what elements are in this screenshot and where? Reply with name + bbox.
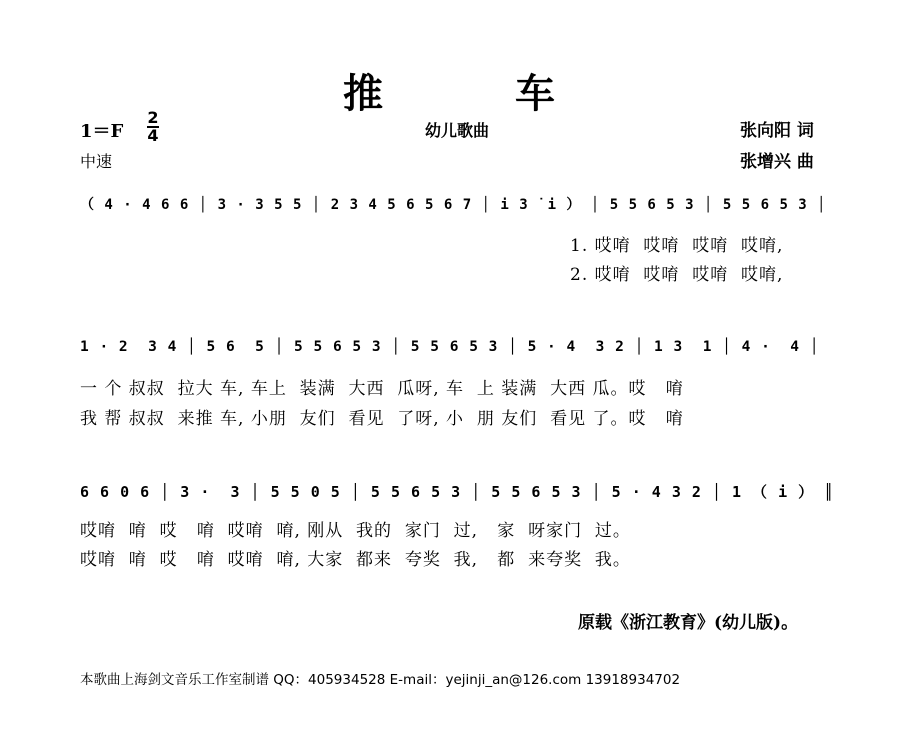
- notes-row-2: 1 · 2 3 4 │ 5 6 5 │ 5 5 6 5 3 │ 5 5 6 5 3 │ 5 · 4 3 2 │ 1 3 1 │ 4 · 4 │: [80, 339, 820, 355]
- lyricist-credit: 张向阳 词: [740, 121, 814, 141]
- tempo-marking: 中速: [80, 152, 113, 171]
- time-signature-top: 2: [147, 108, 159, 127]
- time-signature-bottom: 4: [147, 126, 159, 145]
- footer-credits: 本歌曲上海剑文音乐工作室制谱 QQ：405934528 E-mail：yejinji_an@126.com 13918934702: [80, 672, 681, 688]
- staff-row-1: [80, 194, 840, 222]
- composer-credit: 张增兴 曲: [740, 152, 814, 172]
- source-note: 原载《浙江教育》(幼儿版)。: [578, 613, 799, 633]
- staff-row-2: [80, 339, 840, 367]
- genre-label: 幼儿歌曲: [425, 121, 490, 140]
- notes-row-1: （ 4 · 4 6 6 │ 3 · 3 5 5 │ 2 3 4 5 6 5 6 7 │ i 3 ̇ i ） │ 5 5 6 5 3 │ 5 5 6 5 3 │: [80, 197, 827, 213]
- song-title: [0, 62, 900, 119]
- time-signature: [146, 110, 160, 144]
- lyric-row-2-verse-1: 一 个 叔叔 拉大 车, 车上 装满 大西 瓜呀, 车 上 装满 大西 瓜。哎 唷: [80, 379, 684, 399]
- notes-row-3: 6 6 0 6 │ 3 · 3 │ 5 5 0 5 │ 5 5 6 5 3 │ 5 5 6 5 3 │ 5 · 4 3 2 │ 1 （ i ） ║: [80, 483, 835, 501]
- lyric-row-1-verse-1: 1. 哎唷 哎唷 哎唷 哎唷,: [570, 236, 784, 256]
- title-char-1: 推: [343, 70, 385, 117]
- lyric-row-2-verse-2: 我 帮 叔叔 来推 车, 小朋 友们 看见 了呀, 小 朋 友们 看见 了。哎 唷: [80, 409, 684, 429]
- lyric-row-1-verse-2: 2. 哎唷 哎唷 哎唷 哎唷,: [570, 265, 784, 285]
- lyric-row-3-verse-1: 哎唷 唷 哎 唷 哎唷 唷, 刚从 我的 家门 过, 家 呀家门 过。: [80, 521, 631, 541]
- staff-row-3: [80, 481, 840, 509]
- key-signature: 1＝F: [80, 121, 124, 142]
- title-char-2: 车: [515, 70, 557, 117]
- lyric-row-3-verse-2: 哎唷 唷 哎 唷 哎唷 唷, 大家 都来 夸奖 我, 都 来夸奖 我。: [80, 550, 631, 570]
